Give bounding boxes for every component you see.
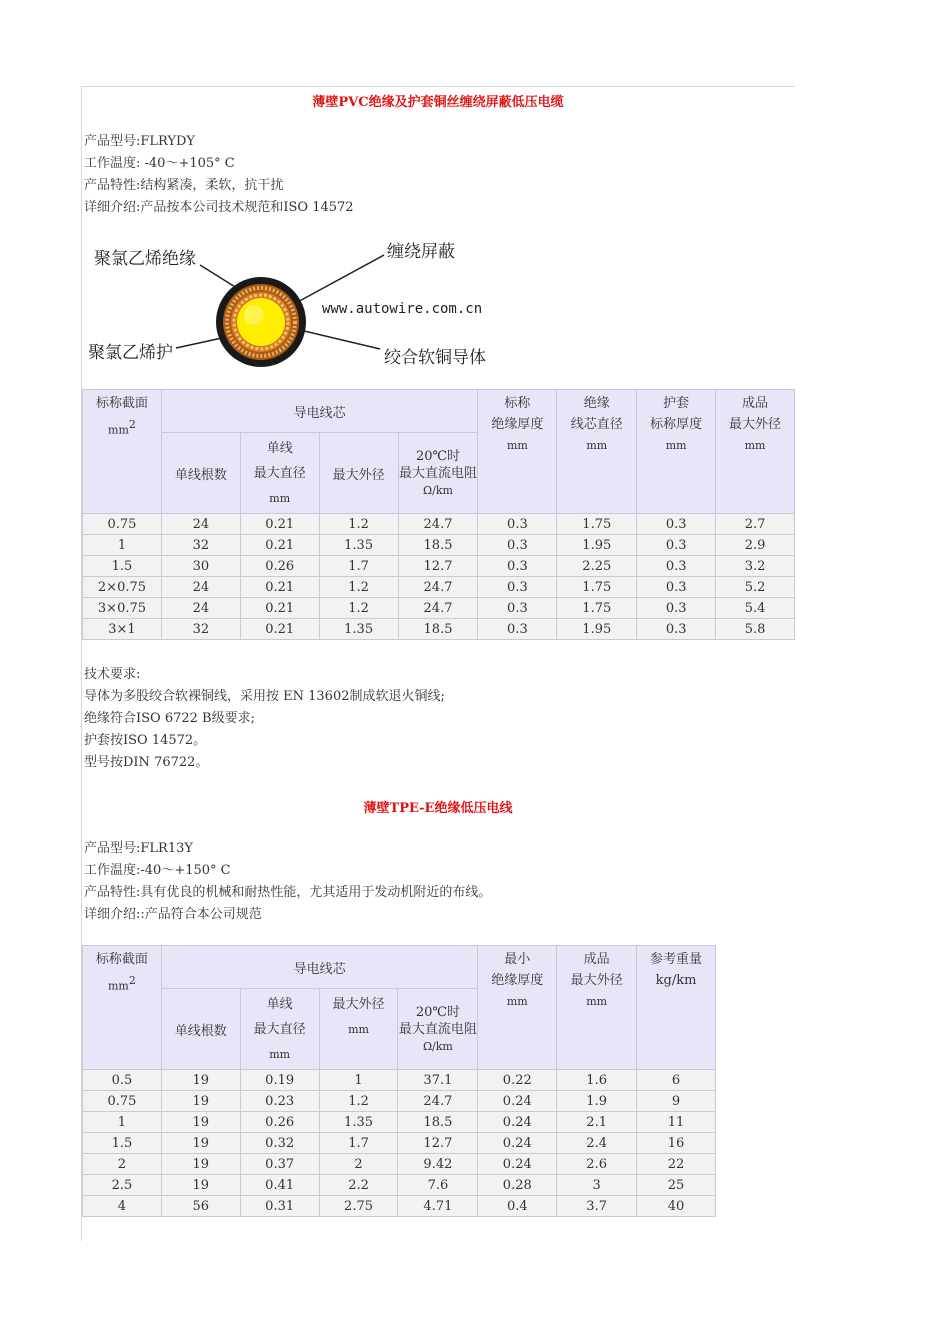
table-cell: 19 — [161, 1154, 240, 1175]
table-cell: 1.9 — [557, 1091, 637, 1112]
table-cell: 1.2 — [319, 577, 398, 598]
table-cell: 9.42 — [398, 1154, 478, 1175]
table-cell: 1.35 — [319, 1112, 398, 1133]
table-cell: 0.21 — [240, 535, 319, 556]
section2-title: 薄壁TPE-E绝缘低压电线 — [363, 801, 513, 816]
table-cell: 1 — [319, 1070, 398, 1091]
table-row — [83, 1112, 716, 1133]
table-cell: 5.8 — [716, 619, 795, 640]
table-cell: 0.26 — [240, 556, 319, 577]
section1-info — [84, 131, 354, 219]
table-cell: 4.71 — [398, 1196, 478, 1217]
table-row — [83, 535, 795, 556]
tech-line: 护套按ISO 14572。 — [84, 733, 207, 748]
table-cell: 0.3 — [478, 535, 557, 556]
table-cell: 0.3 — [478, 556, 557, 577]
table-cell: 24.7 — [398, 1091, 478, 1112]
table-cell: 0.3 — [637, 514, 716, 535]
table-cell: 1.2 — [319, 1091, 398, 1112]
header-max-od: 最大外径 mm — [319, 989, 398, 1070]
table-cell: 0.21 — [240, 619, 319, 640]
product-details: 详细介绍:产品按本公司技术规范和ISO 14572 — [84, 200, 354, 215]
table-cell: 2×0.75 — [83, 577, 162, 598]
table-cell: 56 — [161, 1196, 240, 1217]
label-conductor: 绞合软铜导体 — [384, 348, 486, 368]
header-wire-diameter: 单线 最大直径 mm — [240, 433, 319, 514]
table-cell: 0.75 — [83, 514, 162, 535]
table-cell: 2.25 — [557, 556, 637, 577]
table-cell: 24 — [161, 598, 240, 619]
product-details: 详细介绍::产品符合本公司规范 — [84, 907, 262, 922]
table-cell: 2 — [83, 1154, 162, 1175]
spec-table-pvc — [82, 389, 795, 640]
table-cell: 2.1 — [557, 1112, 637, 1133]
header-section: 标称截面 $mm^2$ — [83, 946, 162, 1070]
table-cell: 0.75 — [83, 1091, 162, 1112]
table-cell: 0.3 — [478, 577, 557, 598]
header-sheath-thickness: 护套 标称厚度 mm — [637, 390, 716, 514]
product-features: 产品特性:具有优良的机械和耐热性能，尤其适用于发动机附近的布线。 — [84, 885, 492, 900]
table-cell: 5.4 — [716, 598, 795, 619]
table-row — [83, 514, 795, 535]
table-cell: 0.21 — [240, 514, 319, 535]
table-cell: 18.5 — [398, 619, 478, 640]
table-cell: 1.75 — [557, 514, 637, 535]
table-cell: 1.35 — [319, 535, 398, 556]
table-cell: 0.5 — [83, 1070, 162, 1091]
table-cell: 30 — [161, 556, 240, 577]
table-cell: 0.3 — [637, 598, 716, 619]
table-cell: 0.22 — [478, 1070, 557, 1091]
header-conductor: 导电线芯 — [161, 946, 477, 989]
table-cell: 1 — [83, 535, 162, 556]
table-cell: 0.21 — [240, 598, 319, 619]
table-cell: 1.95 — [557, 535, 637, 556]
header-wire-diameter: 单线 最大直径 mm — [240, 989, 319, 1070]
header-max-od: 最大外径 — [319, 433, 398, 514]
table-cell: 12.7 — [398, 1133, 478, 1154]
section1-title: 薄壁PVC绝缘及护套铜丝缠绕屏蔽低压电缆 — [312, 95, 564, 110]
table-cell: 19 — [161, 1175, 240, 1196]
table-cell: 24.7 — [398, 598, 478, 619]
table-row — [83, 1154, 716, 1175]
table-cell: 18.5 — [398, 535, 478, 556]
table-cell: 3×0.75 — [83, 598, 162, 619]
table-cell: 0.19 — [240, 1070, 319, 1091]
table-cell: 1.95 — [557, 619, 637, 640]
section2-info — [84, 838, 491, 926]
table-cell: 1.35 — [319, 619, 398, 640]
table-cell: 0.24 — [478, 1133, 557, 1154]
tech-line: 绝缘符合ISO 6722 B级要求; — [84, 711, 255, 726]
cable-diagram — [82, 232, 502, 377]
table-cell: 1.2 — [319, 514, 398, 535]
table-cell: 19 — [161, 1133, 240, 1154]
table-cell: 24 — [161, 514, 240, 535]
table-cell: 1.6 — [557, 1070, 637, 1091]
top-border-line — [81, 86, 795, 87]
table-cell: 0.3 — [637, 535, 716, 556]
spec-table-tpe — [82, 945, 716, 1217]
header-core-diameter: 绝缘 线芯直径 mm — [557, 390, 637, 514]
table-cell: 3.7 — [557, 1196, 637, 1217]
table-cell: 1.5 — [83, 1133, 162, 1154]
table-cell: 0.31 — [240, 1196, 319, 1217]
table-row — [83, 1133, 716, 1154]
table-cell: 1.7 — [319, 556, 398, 577]
product-features: 产品特性:结构紧凑，柔软，抗干扰 — [84, 178, 284, 193]
table-cell: 0.4 — [478, 1196, 557, 1217]
product-model: 产品型号:FLR13Y — [84, 841, 193, 856]
table-row — [83, 1196, 716, 1217]
table-cell: 0.32 — [240, 1133, 319, 1154]
table-row — [83, 1091, 716, 1112]
table-cell: 16 — [637, 1133, 716, 1154]
table-cell: 5.2 — [716, 577, 795, 598]
table-cell: 2.5 — [83, 1175, 162, 1196]
header-finished-od: 成品 最大外径 mm — [716, 390, 795, 514]
table-cell: 19 — [161, 1091, 240, 1112]
header-strands: 单线根数 — [161, 433, 240, 514]
table-cell: 1.75 — [557, 577, 637, 598]
header-resistance: 20℃时 最大直流电阻 Ω/km — [398, 989, 478, 1070]
tech-line: 导体为多股绞合软裸铜线，采用按 EN 13602制成软退火铜线; — [84, 689, 445, 704]
table-cell: 24.7 — [398, 577, 478, 598]
table-cell: 2.7 — [716, 514, 795, 535]
table-row — [83, 556, 795, 577]
working-temperature: 工作温度: -40～+105° C — [84, 156, 235, 171]
table-cell: 2.2 — [319, 1175, 398, 1196]
table-cell: 1.7 — [319, 1133, 398, 1154]
table-cell: 40 — [637, 1196, 716, 1217]
table-cell: 1.5 — [83, 556, 162, 577]
header-insulation-thickness: 最小 绝缘厚度 mm — [478, 946, 557, 1070]
table-cell: 0.3 — [478, 514, 557, 535]
table-cell: 32 — [161, 535, 240, 556]
table-cell: 22 — [637, 1154, 716, 1175]
table-row — [83, 577, 795, 598]
table-cell: 11 — [637, 1112, 716, 1133]
table-cell: 19 — [161, 1112, 240, 1133]
table-cell: 24.7 — [398, 514, 478, 535]
header-strands: 单线根数 — [161, 989, 240, 1070]
table-cell: 1 — [83, 1112, 162, 1133]
product-model: 产品型号:FLRYDY — [84, 134, 196, 149]
table-cell: 0.3 — [478, 619, 557, 640]
table-cell: 9 — [637, 1091, 716, 1112]
table-cell: 0.3 — [637, 556, 716, 577]
table-cell: 19 — [161, 1070, 240, 1091]
table-row — [83, 619, 795, 640]
tech-line: 型号按DIN 76722。 — [84, 755, 209, 770]
label-shield: 缠绕屏蔽 — [387, 242, 455, 262]
table-cell: 0.26 — [240, 1112, 319, 1133]
header-section: 标称截面 $mm^2$ — [83, 390, 162, 514]
table-cell: 3 — [557, 1175, 637, 1196]
table-cell: 0.23 — [240, 1091, 319, 1112]
header-reference-weight: 参考重量 kg/km — [637, 946, 716, 1070]
tech-line: 技术要求: — [84, 667, 141, 682]
table-cell: 0.24 — [478, 1154, 557, 1175]
table-cell: 1.75 — [557, 598, 637, 619]
table-cell: 2.9 — [716, 535, 795, 556]
header-insulation-thickness: 标称 绝缘厚度 mm — [478, 390, 557, 514]
table-cell: 0.24 — [478, 1112, 557, 1133]
header-conductor: 导电线芯 — [161, 390, 478, 433]
label-insulation: 聚氯乙烯绝缘 — [94, 249, 196, 269]
table-cell: 18.5 — [398, 1112, 478, 1133]
table-cell: 2.75 — [319, 1196, 398, 1217]
table-cell: 3.2 — [716, 556, 795, 577]
header-finished-od: 成品 最大外径 mm — [557, 946, 637, 1070]
table-cell: 1.2 — [319, 598, 398, 619]
working-temperature: 工作温度:-40～+150° C — [84, 863, 231, 878]
table-row — [83, 598, 795, 619]
table-cell: 0.41 — [240, 1175, 319, 1196]
table-cell: 12.7 — [398, 556, 478, 577]
table-cell: 32 — [161, 619, 240, 640]
table-cell: 0.3 — [478, 598, 557, 619]
tech-requirements — [84, 664, 445, 774]
table-cell: 25 — [637, 1175, 716, 1196]
table-cell: 2.6 — [557, 1154, 637, 1175]
table-row — [83, 1175, 716, 1196]
table-cell: 2.4 — [557, 1133, 637, 1154]
table-cell: 6 — [637, 1070, 716, 1091]
table-cell: 37.1 — [398, 1070, 478, 1091]
table-cell: 24 — [161, 577, 240, 598]
table-cell: 0.21 — [240, 577, 319, 598]
table-row — [83, 1070, 716, 1091]
table-cell: 7.6 — [398, 1175, 478, 1196]
table-cell: 0.28 — [478, 1175, 557, 1196]
label-sheath: 聚氯乙烯护 — [88, 343, 173, 363]
table-cell: 2 — [319, 1154, 398, 1175]
table-cell: 0.37 — [240, 1154, 319, 1175]
table-cell: 0.3 — [637, 577, 716, 598]
table-cell: 0.24 — [478, 1091, 557, 1112]
header-resistance: 20℃时 最大直流电阻 Ω/km — [398, 433, 478, 514]
table-cell: 4 — [83, 1196, 162, 1217]
website-url: www.autowire.com.cn — [322, 301, 483, 317]
table-cell: 3×1 — [83, 619, 162, 640]
table-cell: 0.3 — [637, 619, 716, 640]
